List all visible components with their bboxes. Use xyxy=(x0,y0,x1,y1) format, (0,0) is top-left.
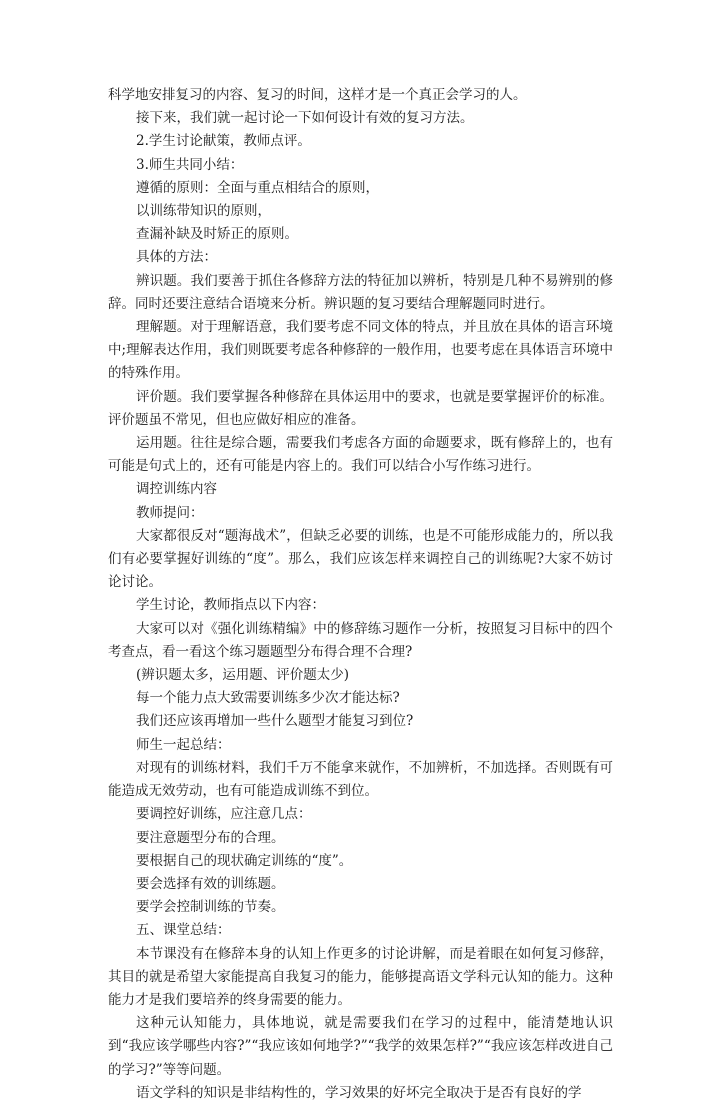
paragraph: 大家都很反对“题海战术”，但缺乏必要的训练，也是不可能形成能力的，所以我们有必要掌握好训练的“度”。那么，我们应该怎样来调控自己的训练呢?大家不妨讨论讨论。 xyxy=(108,527,613,591)
paragraph: 查漏补缺及时矫正的原则。 xyxy=(136,226,298,243)
paragraph: 这种元认知能力，具体地说，就是需要我们在学习的过程中，能清楚地认识到“我应该学哪些内容?”“我应该如何地学?”“我学的效果怎样?”“我应该怎样改进自己的学习?”等等问题。 xyxy=(108,1015,613,1078)
paragraph: 具体的方法： xyxy=(136,249,217,266)
paragraph: 以训练带知识的原则， xyxy=(136,203,271,220)
paragraph: 每一个能力点大致需要训练多少次才能达标? xyxy=(136,690,400,707)
paragraph: 五、课堂总结： xyxy=(136,922,231,939)
paragraph: 要根据自己的现状确定训练的“度”。 xyxy=(136,852,353,869)
paragraph: 调控训练内容 xyxy=(136,481,217,498)
paragraph: 要注意题型分布的合理。 xyxy=(136,829,285,846)
paragraph: 3.师生共同小结： xyxy=(136,156,244,173)
paragraph: 理解题。对于理解语意，我们要考虑不同文体的特点，并且放在具体的语言环境中;理解表达作用，我们则既要考虑各种修辞的一般作用，也要考虑在具体语言环境中的特殊作用。 xyxy=(108,319,613,382)
paragraph: 接下来，我们就一起讨论一下如何设计有效的复习方法。 xyxy=(136,110,474,127)
paragraph: 运用题。往往是综合题，需要我们考虑各方面的命题要求，既有修辞上的，也有可能是句式上的，还有可能是内容上的。我们可以结合小写作练习进行。 xyxy=(108,435,613,475)
paragraph: 要会选择有效的训练题。 xyxy=(136,875,285,892)
paragraph: 本节课没有在修辞本身的认知上作更多的讨论讲解，而是着眼在如何复习修辞，其目的就是希望大家能提高自我复习的能力，能够提高语文学科元认知的能力。这种能力才是我们要培养的终身需要的能力。 xyxy=(108,945,613,1008)
paragraph: 教师提问： xyxy=(136,504,204,521)
paragraph: 学生讨论，教师指点以下内容： xyxy=(136,597,325,614)
paragraph: 师生一起总结： xyxy=(136,736,231,753)
paragraph: 遵循的原则：全面与重点相结合的原则， xyxy=(136,179,379,196)
paragraph: 我们还应该再增加一些什么题型才能复习到位? xyxy=(136,713,414,730)
paragraph: 对现有的训练材料，我们千万不能拿来就作，不加辨析，不加选择。否则既有可能造成无效劳动，也有可能造成训练不到位。 xyxy=(108,759,613,800)
paragraph: 语文学科的知识是非结构性的，学习效果的好坏完全取决于是否有良好的学 xyxy=(136,1084,582,1101)
paragraph: 2.学生讨论献策，教师点评。 xyxy=(136,133,311,150)
paragraph: 大家可以对《强化训练精编》中的修辞练习题作一分析，按照复习目标中的四个考查点，看一看这个练习题题型分布得合理不合理? xyxy=(108,620,613,660)
paragraph: 辨识题。我们要善于抓住各修辞方法的特征加以辨析，特别是几种不易辨别的修辞。同时还要注意结合语境来分析。辨识题的复习要结合理解题同时进行。 xyxy=(108,272,613,312)
paragraph: (辨识题太多，运用题、评价题太少) xyxy=(136,667,350,684)
paragraph: 评价题。我们要掌握各种修辞在具体运用中的要求，也就是要掌握评价的标准。评价题虽不常见，但也应做好相应的准备。 xyxy=(108,388,613,428)
paragraph: 要调控好训练，应注意几点： xyxy=(136,806,312,823)
paragraph: 科学地安排复习的内容、复习的时间，这样才是一个真正会学习的人。 xyxy=(108,87,527,103)
document-body xyxy=(108,84,613,1105)
paragraph: 要学会控制训练的节奏。 xyxy=(136,899,285,916)
